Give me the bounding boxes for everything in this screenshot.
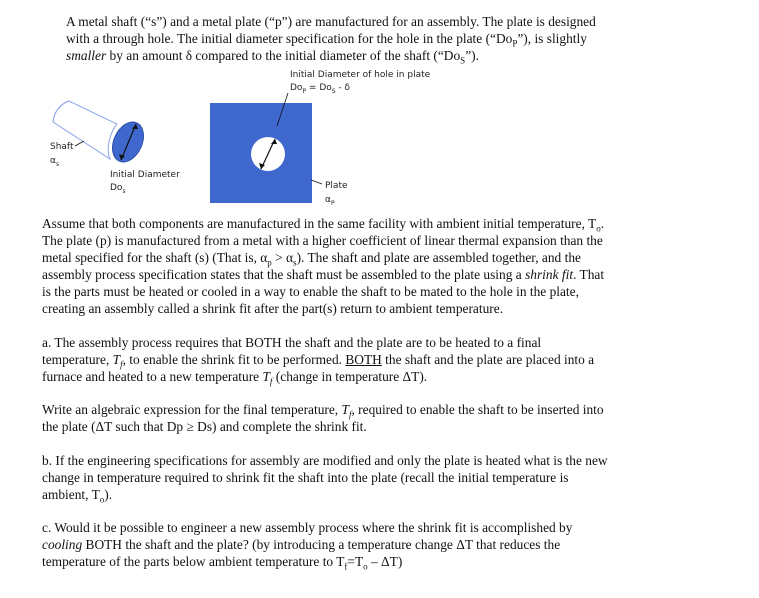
shaft-top-edge (53, 101, 69, 122)
part-b-line-1: b. If the engineering specifications for assembly are modified and only the plate is heated what is the new (42, 453, 608, 468)
assume-l3b: > α (271, 250, 294, 265)
assume-l1-text: Assume that both components are manufactured in the same facility with ambient initial temperature, T (42, 216, 597, 231)
hole-label-mid: = Do (306, 83, 332, 93)
part-a-l2b: , to enable the shrink fit to be performed. (122, 352, 346, 367)
assume-l3c: ). The shaft and plate are assembled together, and the (296, 250, 581, 265)
assume-l4a: assembly process specification states that the shaft must be assembled to the plate using a (42, 267, 526, 282)
part-a-l2c: the shaft and the plate are placed into a (381, 352, 595, 367)
intro-line-3-text: by an amount δ compared to the initial diameter of the shaft (“Do (106, 48, 461, 63)
part-a-l2a: temperature, (42, 352, 113, 367)
part-a-l3-sub: f (269, 376, 273, 387)
write-l1b: , required to enable the shaft to be inserted into (351, 402, 604, 417)
assume-l3-sub1: p (267, 257, 272, 268)
hole-label-do: Do (290, 83, 303, 93)
part-a-l3b: (change in temperature ΔT). (272, 369, 428, 384)
assume-italic-shrink-fit: shrink fit (525, 267, 574, 282)
assume-line-6: creating an assembly called a shrink fit after the part(s) return to ambient temperature. (42, 301, 504, 316)
part-c-line-3 (42, 553, 402, 576)
assume-line-5: is the parts must be heated or cooled in a way to enable the shaft to be mated to the hole in the plate, (42, 284, 579, 299)
part-a-line-1: a. The assembly process requires that BOTH the shaft and the plate are to be heated to a final (42, 335, 542, 350)
part-a-l3-T: T (262, 369, 270, 384)
part-c-line-2 (42, 536, 560, 553)
assume-l3-sub2: s (293, 257, 297, 268)
part-c-l2-text: BOTH the shaft and the plate? (by introducing a temperature change ΔT that reduces the (82, 537, 561, 552)
part-c-l3a: temperature of the parts below ambient temperature to T (42, 554, 345, 569)
shaft-label: Shaft (50, 142, 74, 152)
part-a-l2-sub: f (120, 359, 123, 370)
intro-italic-smaller: smaller (66, 48, 107, 63)
part-b-l3a: ambient, T (42, 487, 100, 502)
plate-leader-line (311, 180, 322, 184)
part-a-l3a: furnace and heated to a new temperature (42, 369, 263, 384)
assume-l4b: . That (573, 267, 605, 282)
assume-l1-sub: o (596, 223, 601, 234)
hole-label-sub-p: P (302, 87, 307, 95)
part-b-line-2: change in temperature required to shrink fit the shaft into the plate (recall the initial temperature is (42, 470, 569, 485)
hole-label-end: - δ (335, 83, 351, 93)
intro-line-1: A metal shaft (“s”) and a metal plate (“p”) are manufactured for an assembly. The plate is designed (66, 14, 596, 29)
plate-alpha-symbol: α (325, 195, 331, 205)
assume-line-2: The plate (p) is manufactured from a metal with a higher coefficient of linear thermal expansion than the (42, 233, 603, 248)
shaft-leader-line (75, 141, 84, 146)
write-l1a: Write an algebraic expression for the final temperature, (42, 402, 342, 417)
intro-line-2-end: ”), is slightly (517, 31, 587, 46)
part-a-underline-both: BOTH (345, 352, 382, 367)
shaft-do-sub: s (122, 187, 126, 195)
hole-label-line-2 (290, 82, 350, 98)
part-b-line-3 (42, 486, 112, 509)
shaft-diameter-do (110, 182, 126, 198)
part-c-italic-cooling: cooling (42, 537, 83, 552)
hole-label-line-1: Initial Diameter of hole in plate (290, 70, 431, 80)
shaft-do-text: Do (110, 183, 123, 193)
write-l1-T: T (341, 402, 349, 417)
part-b-l3b: ). (104, 487, 113, 502)
intro-line-2-text: with a through hole. The initial diameter specification for the hole in the plate (“Do (66, 31, 513, 46)
shaft-alpha-symbol: α (50, 156, 56, 166)
part-c-l3b: =T (347, 554, 364, 569)
assume-l3a: metal specified for the shaft (s) (That is, α (42, 250, 268, 265)
plate-alpha-sub: P (330, 199, 335, 207)
part-b-l3-sub: o (99, 494, 105, 505)
plate-label: Plate (325, 181, 348, 191)
part-c-l3-sub1: f (344, 561, 348, 572)
part-c-l3c: – ΔT) (367, 554, 403, 569)
part-a-line-3 (42, 368, 427, 391)
shaft-alpha-sub: s (55, 160, 60, 168)
hole-label-sub-s: S (331, 87, 336, 95)
part-c-line-1: c. Would it be possible to engineer a new assembly process where the shrink fit is accomplished by (42, 520, 573, 535)
shaft-diameter-label: Initial Diameter (110, 170, 180, 180)
shaft-alpha (50, 155, 59, 171)
write-line-2: the plate (ΔT such that Dp ≥ Ds) and complete the shrink fit. (42, 419, 367, 434)
assume-line-4 (42, 266, 604, 283)
intro-line-3-sub: S (460, 55, 466, 66)
plate-alpha (325, 194, 335, 210)
write-l1-sub: f (348, 409, 352, 420)
intro-line-2-sub: P (512, 38, 518, 49)
assume-l1-end: . (600, 216, 605, 231)
part-a-l2-T: T (112, 352, 121, 367)
intro-line-3-end: ”). (465, 48, 479, 63)
part-c-l3-sub2: o (363, 561, 368, 572)
